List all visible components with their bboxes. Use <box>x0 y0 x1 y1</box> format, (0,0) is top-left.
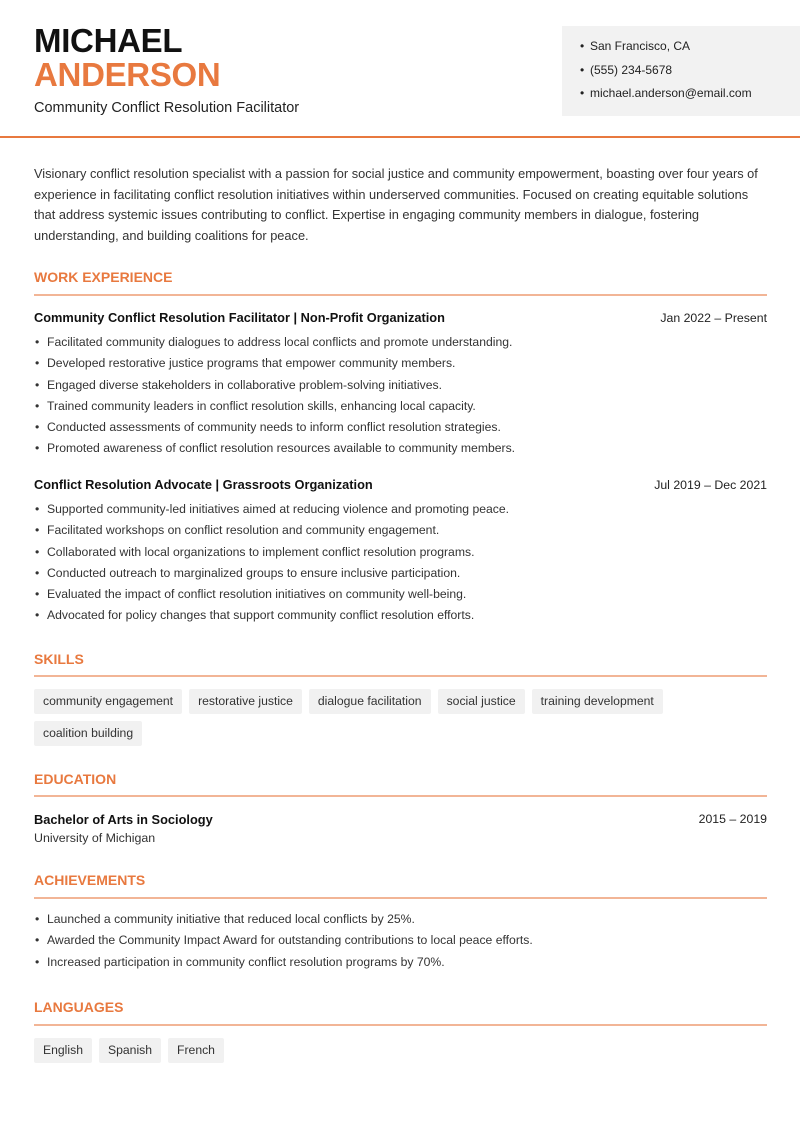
language-chip: English <box>34 1038 92 1063</box>
language-chips <box>34 1038 767 1063</box>
list-item: • Collaborated with local organizations to implement conflict resolution programs. <box>34 542 767 563</box>
section-divider <box>34 897 767 899</box>
degree: Bachelor of Arts in Sociology <box>34 812 213 827</box>
section-title-work: WORK EXPERIENCE <box>34 269 173 285</box>
contact-phone: • (555) 234-5678 <box>580 62 800 86</box>
contact-box <box>562 26 800 116</box>
list-item: • Evaluated the impact of conflict resolution initiatives on community well-being. <box>34 584 767 605</box>
job-title: Community Conflict Resolution Facilitator <box>34 100 300 116</box>
education-section <box>34 770 767 845</box>
last-name: ANDERSON <box>34 56 221 93</box>
job-dates: Jan 2022 – Present <box>660 311 767 325</box>
skill-chip: coalition building <box>34 721 142 746</box>
job-entry-header <box>34 310 767 326</box>
job-dates: Jul 2019 – Dec 2021 <box>654 478 767 492</box>
section-divider <box>34 1024 767 1026</box>
achievements-section <box>34 871 767 969</box>
section-title-skills: SKILLS <box>34 651 84 667</box>
language-chip: French <box>168 1038 224 1063</box>
skills-chips <box>34 689 767 746</box>
resume-header <box>0 0 800 138</box>
list-item: • Conducted outreach to marginalized groups to ensure inclusive participation. <box>34 563 767 584</box>
list-item: • Supported community-led initiatives aimed at reducing violence and promoting peace. <box>34 499 767 520</box>
job-role: Community Conflict Resolution Facilitator | Non-Profit Organization <box>34 310 445 325</box>
list-item: • Increased participation in community conflict resolution programs by 70%. <box>34 952 767 973</box>
school: University of Michigan <box>34 831 156 845</box>
job-bullets <box>34 332 767 460</box>
list-item: • Launched a community initiative that reduced local conflicts by 25%. <box>34 909 767 930</box>
job-entry-header <box>34 477 767 493</box>
section-title-languages: LANGUAGES <box>34 999 124 1015</box>
section-divider <box>34 795 767 797</box>
contact-email: • michael.anderson@email.com <box>580 85 800 109</box>
first-name: MICHAEL <box>34 22 183 59</box>
skill-chip: social justice <box>438 689 525 714</box>
skills-section <box>34 650 767 740</box>
education-dates: 2015 – 2019 <box>698 812 767 826</box>
list-item: • Trained community leaders in conflict resolution skills, enhancing local capacity. <box>34 396 767 417</box>
list-item: • Facilitated community dialogues to address local conflicts and promote understanding. <box>34 332 767 353</box>
skill-chip: dialogue facilitation <box>309 689 431 714</box>
list-item: • Engaged diverse stakeholders in collaborative problem-solving initiatives. <box>34 375 767 396</box>
section-divider <box>34 294 767 296</box>
list-item: • Awarded the Community Impact Award for outstanding contributions to local peace efforts. <box>34 930 767 951</box>
list-item: • Conducted assessments of community needs to inform conflict resolution strategies. <box>34 417 767 438</box>
list-item: • Promoted awareness of conflict resolution resources available to community members. <box>34 438 767 459</box>
work-experience-section <box>34 268 767 623</box>
list-item: • Advocated for policy changes that support community conflict resolution efforts. <box>34 605 767 626</box>
language-chip: Spanish <box>99 1038 161 1063</box>
section-title-education: EDUCATION <box>34 771 117 787</box>
skill-chip: community engagement <box>34 689 182 714</box>
achievement-bullets <box>34 909 767 973</box>
section-title-achievements: ACHIEVEMENTS <box>34 872 146 888</box>
section-divider <box>34 675 767 677</box>
languages-section <box>34 998 767 1057</box>
list-item: • Facilitated workshops on conflict resolution and community engagement. <box>34 520 767 541</box>
list-item: • Developed restorative justice programs that empower community members. <box>34 353 767 374</box>
professional-summary: Visionary conflict resolution specialist with a passion for social justice and community empowerment, boasting over four years of experience in facilitating conflict resolution initiatives within underserved communities. Focused on creating equitable solutions that address systemic issues contributing to conflict. Expertise in engaging community members in dialogue, fostering understanding, and building coalitions for peace. <box>34 166 758 243</box>
contact-location: • San Francisco, CA <box>580 38 800 62</box>
skill-chip: restorative justice <box>189 689 302 714</box>
job-bullets <box>34 499 767 627</box>
skill-chip: training development <box>532 689 663 714</box>
job-role: Conflict Resolution Advocate | Grassroots Organization <box>34 477 373 492</box>
